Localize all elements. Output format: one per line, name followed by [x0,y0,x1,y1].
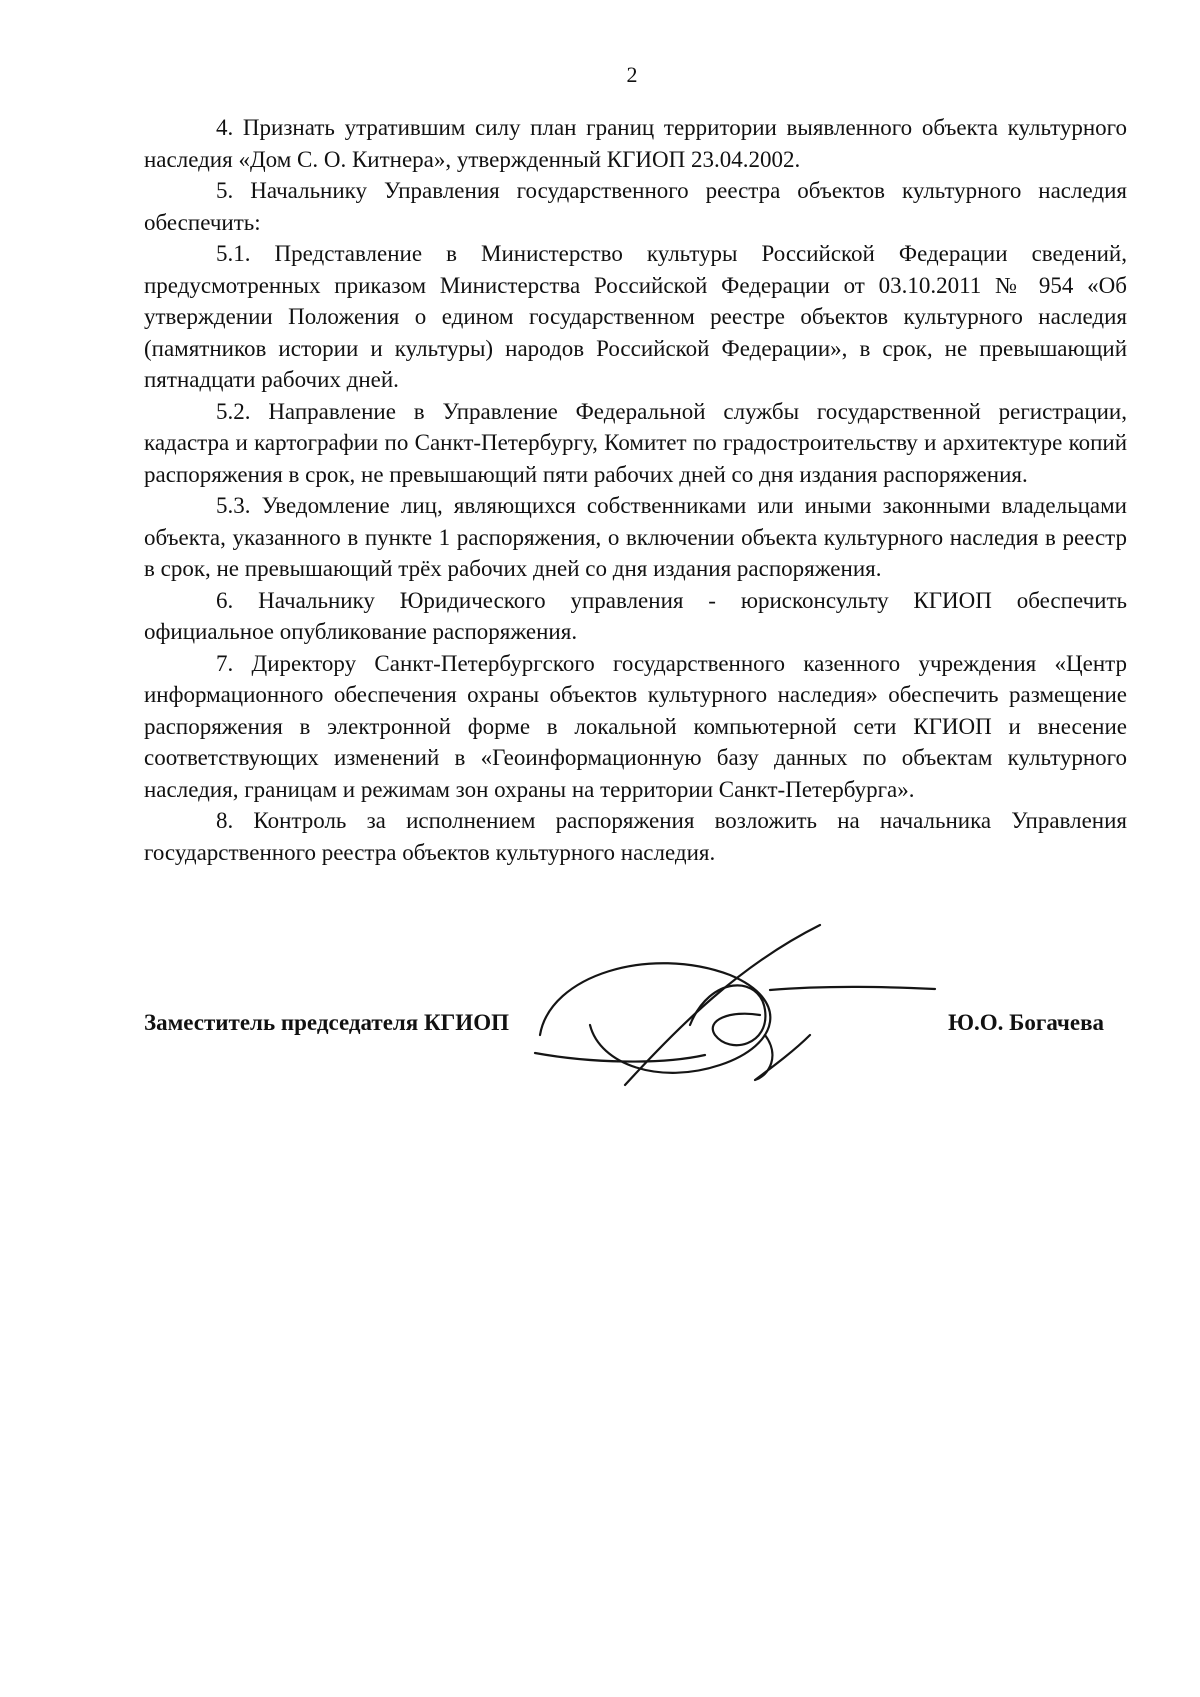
document-body [144,112,1127,868]
handwritten-signature [530,915,950,1095]
paragraph-item-5-2: 5.2. Направление в Управление Федеральной службы государственной регистрации, кадастра и картографии по Санкт-Петербургу, Комитет по градостроительству и архитектуре копий распоряжения в срок, не превышающий пяти рабочих дней со дня издания распоряжения. [144,398,1127,487]
signatory-title: Заместитель председателя КГИОП [144,1010,509,1035]
paragraph-item-8: 8. Контроль за исполнением распоряжения возложить на начальника Управления государственного реестра объектов культурного наследия. [144,808,1127,865]
paragraph-item-7: 7. Директору Санкт-Петербургского государственного казенного учреждения «Центр информационного обеспечения охраны объектов культурного наследия» обеспечить размещение распоряжения в электронной форме в локальной компьютерной сети КГИОП и внесение соответствующих изменений в «Геоинформационную базу данных по объектам культурного наследия, границам и режимам зон охраны на территории Санкт-Петербурга». [144,650,1127,802]
signatory-name: Ю.О. Богачева [948,1010,1104,1035]
page-number: 2 [626,62,638,87]
paragraph-item-5: 5. Начальнику Управления государственного реестра объектов культурного наследия обеспечить: [144,178,1127,235]
paragraph-item-5-1: 5.1. Представление в Министерство культуры Российской Федерации сведений, предусмотренных приказом Министерства Российской Федерации от 03.10.2011 № 954 «Об утверждении Положения о едином государственном реестре объектов культурного наследия (памятников истории и культуры) народов Российской Федерации», в срок, не превышающий пятнадцати рабочих дней. [144,241,1127,392]
paragraph-item-4: 4. Признать утратившим силу план границ территории выявленного объекта культурного наследия «Дом С. О. Китнера», утвержденный КГИОП 23.04.2002. [144,115,1127,172]
paragraph-item-6: 6. Начальнику Юридического управления - юрисконсульту КГИОП обеспечить официальное опубликование распоряжения. [144,587,1127,644]
paragraph-item-5-3: 5.3. Уведомление лиц, являющихся собственниками или иными законными владельцами объекта, указанного в пункте 1 распоряжения, о включении объекта культурного наследия в реестр в срок, не превышающий трёх рабочих дней со дня издания распоряжения. [144,493,1127,581]
